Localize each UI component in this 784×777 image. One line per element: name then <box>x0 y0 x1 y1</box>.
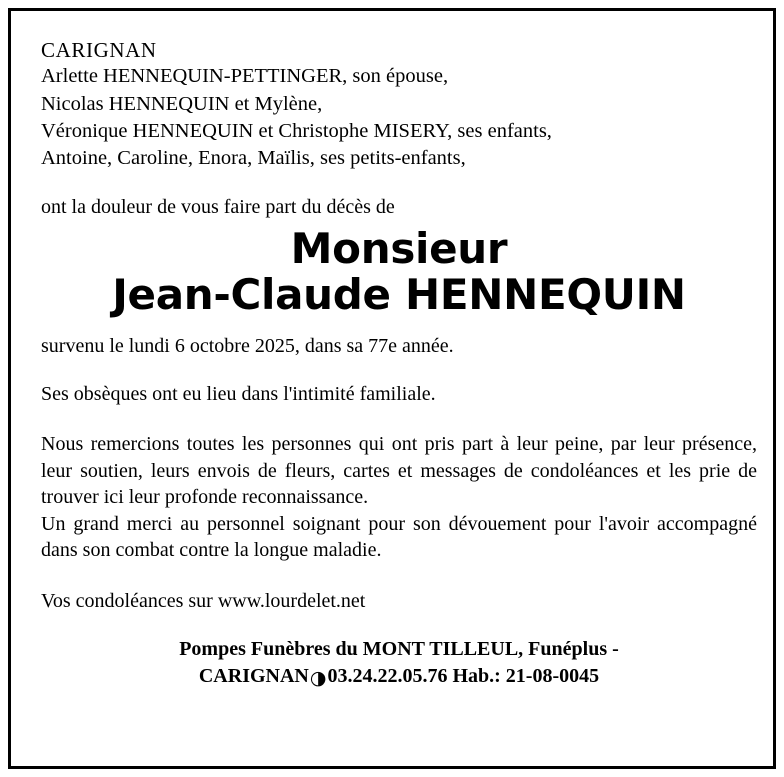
thanks-section <box>41 431 757 564</box>
funeral-home-footer <box>41 636 757 692</box>
funeral-note: Ses obsèques ont eu lieu dans l'intimité familiale. <box>41 382 436 405</box>
family-members-list <box>41 63 757 172</box>
phone-icon: ◑ <box>309 666 327 689</box>
footer-line-1: Pompes Funèbres du MONT TILLEUL, Funéplus - <box>179 637 619 660</box>
footer-locality: CARIGNAN <box>198 664 309 687</box>
deceased-title: Monsieur <box>290 224 508 274</box>
death-details: survenu le lundi 6 octobre 2025, dans sa 77e année. <box>41 334 454 357</box>
notice-content <box>41 37 757 692</box>
thanks-paragraph-2: Un grand merci au personnel soignant pour son dévouement pour l'avoir accompagné dans son combat contre la longue maladie. <box>41 512 757 562</box>
family-line: Nicolas HENNEQUIN et Mylène, <box>41 92 323 115</box>
deceased-name-block <box>41 226 757 317</box>
deceased-name: Jean-Claude HENNEQUIN <box>112 269 686 319</box>
condolences-line: Vos condoléances sur www.lourdelet.net <box>41 589 366 612</box>
family-line: Antoine, Caroline, Enora, Maïlis, ses petits-enfants, <box>41 147 466 169</box>
family-line: Arlette HENNEQUIN-PETTINGER, son épouse, <box>41 65 449 88</box>
announcement-text: ont la douleur de vous faire part du décès de <box>41 196 395 219</box>
notice-border <box>8 8 776 769</box>
locality-heading: CARIGNAN <box>41 38 157 62</box>
family-line: Véronique HENNEQUIN et Christophe MISERY, ses enfants, <box>41 119 552 142</box>
footer-phone: 03.24.22.05.76 Hab.: 21-08-0045 <box>327 664 600 687</box>
thanks-paragraph-1: Nous remercions toutes les personnes qui ont pris part à leur peine, par leur présence, leur soutien, leurs envois de fleurs, cartes et messages de condoléances et les prie de trouver ici leur profonde reconnaissance. <box>41 432 757 509</box>
footer-line-2 <box>41 663 757 692</box>
